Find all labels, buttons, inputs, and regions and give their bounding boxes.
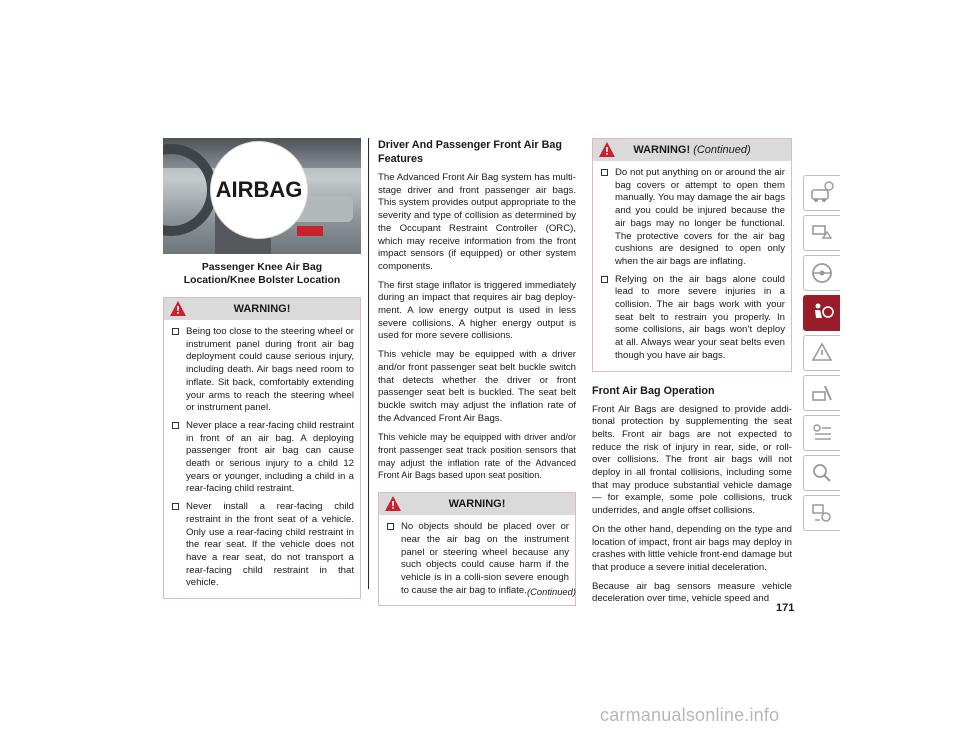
chapter-tabs [803, 175, 840, 535]
tab-roadside-warning[interactable] [803, 335, 840, 371]
column-divider [368, 138, 369, 589]
column-middle [378, 138, 576, 606]
checkbox-bullet-icon [387, 523, 394, 530]
section-heading: Driver And Passenger Front Air Bag Features [378, 139, 562, 165]
warning-box-3 [592, 138, 792, 372]
body-paragraph: Front Air Bags are designed to provide addi-tional protection by supplementing the seat belts. Front air bags are not expected to reduce the risk of injury in rear, side, or roll-over collisions. The front air bags will not deploy in all frontal collisions, including some that may produce substantial vehicle damage — for example, some pole collisions, truck underrides, and angle offset collisions. [592, 403, 792, 517]
warning-title: WARNING! [233, 303, 291, 315]
vehicle-info-icon [809, 180, 835, 206]
watermark-text: carmanualsonline.info [600, 705, 780, 725]
specifications-list-icon [809, 420, 835, 446]
body-paragraph: On the other hand, depending on the type and location of impact, front air bags may deploy in crashes with little vehicle front-end damage but that produce a severe initial deceleration. [592, 523, 792, 573]
warning-item: Relying on the air bags alone could lead to more severe injuries in a collision. The air bags work with your seat belt to restrain you properly. In some collisions, air bags won’t deploy at all. Always wear your seat belts even though you have air bags. [601, 274, 785, 363]
airbag-label: AIRBAG [211, 142, 307, 238]
checkbox-bullet-icon [172, 422, 179, 429]
airbag-safety-icon [809, 300, 835, 326]
warning-item: Being too close to the steering wheel or instrument panel during front air bag deployment could cause serious injury, including death. Air bags need room to inflate. Sit back, comfortably extending your arms to reach the steering wheel or instrument panel. [172, 326, 354, 415]
checkbox-bullet-icon [601, 276, 608, 283]
checkbox-bullet-icon [172, 503, 179, 510]
service-tools-icon [809, 380, 835, 406]
airbag-location-figure [163, 138, 361, 254]
tab-multimedia[interactable] [803, 495, 840, 531]
roadside-warning-icon [809, 340, 835, 366]
warning-item: Never install a rear-facing child restraint in the front seat of a vehicle. Only use a rear-facing child restraint in the rear seat. If the vehicle does not have a rear seat, do not transport a rear-facing child restraint in that vehicle. [172, 501, 354, 590]
steering-wheel-icon [809, 260, 835, 286]
figure-caption: Passenger Knee Air Bag Location/Knee Bolster Location [183, 262, 341, 286]
warning-item: Do not put anything on or around the air bag covers or attempt to open them manually. You may damage the air bags and you could be injured because the air bags may no longer be functional. The protective covers for the air bag cushions are designed to open only when the air bags are inflating. [601, 167, 785, 269]
multimedia-icon [809, 500, 835, 526]
body-paragraph: This vehicle may be equipped with a driver and/or front passenger seat belt buckle switch that detects whether the driver or front passenger seat belt is buckled. The seat belt buckle switch may adjust the inflation rate of the Advanced Front Air Bags. [378, 349, 576, 424]
search-index-icon [809, 460, 835, 486]
checkbox-bullet-icon [601, 169, 608, 176]
tab-vehicle-info[interactable] [803, 175, 840, 211]
knee-bolster-marker [297, 226, 323, 236]
page-number: 171 [776, 602, 795, 614]
body-paragraph: The first stage inflator is triggered immediately during an impact that requires air bag deploy-ment. A low energy output is used in less severe collisions. A higher energy output is used for more severe collisions. [378, 279, 576, 342]
warning-item: Never place a rear-facing child restraint in front of an air bag. A deploying passenger front air bag can cause death or serious injury to a child 12 years or younger, including a child in a rear-facing child restraint. [172, 420, 354, 496]
warning-title: WARNING! [448, 498, 506, 511]
body-paragraph: The Advanced Front Air Bag system has multi-stage driver and front passenger air bags. This system provides output appropriate to the severity and type of collision as determined by the Occupant Restraint Controller (ORC), which may receive information from the front impact sensors (if equipped) or other system components. [378, 172, 576, 272]
warning-triangle-icon [599, 142, 615, 157]
warning-triangle-icon [385, 496, 401, 511]
body-paragraph: Because air bag sensors measure vehicle deceleration over time, vehicle speed and [592, 580, 792, 605]
tab-airbag-safety[interactable] [803, 295, 840, 331]
warning-box-1 [163, 297, 361, 599]
warning-item: No objects should be placed over or near the air bag on the instrument panel or steering wheel because any such objects could cause harm if the vehicle is in a colli-sion severe enough to cause the air bag to inflate. [387, 521, 569, 597]
dashboard-lights-icon [809, 220, 835, 246]
column-right [592, 138, 795, 614]
checkbox-bullet-icon [172, 328, 179, 335]
tab-search-index[interactable] [803, 455, 840, 491]
tab-dashboard-lights[interactable] [803, 215, 840, 251]
tab-service-tools[interactable] [803, 375, 840, 411]
body-paragraph: This vehicle may be equipped with driver and/or front passenger seat track position sensors that may adjust the inflation rate of the Advanced Front Air Bags based upon seat position. [378, 432, 576, 481]
warning-title: WARNING! [633, 144, 691, 156]
continued-label: (Continued) [527, 586, 576, 597]
tab-specifications[interactable] [803, 415, 840, 451]
warning-title-suffix: (Continued) [693, 144, 751, 156]
section-heading: Front Air Bag Operation [592, 384, 715, 397]
tab-steering-wheel[interactable] [803, 255, 840, 291]
column-left [163, 138, 361, 599]
warning-triangle-icon [170, 301, 186, 316]
